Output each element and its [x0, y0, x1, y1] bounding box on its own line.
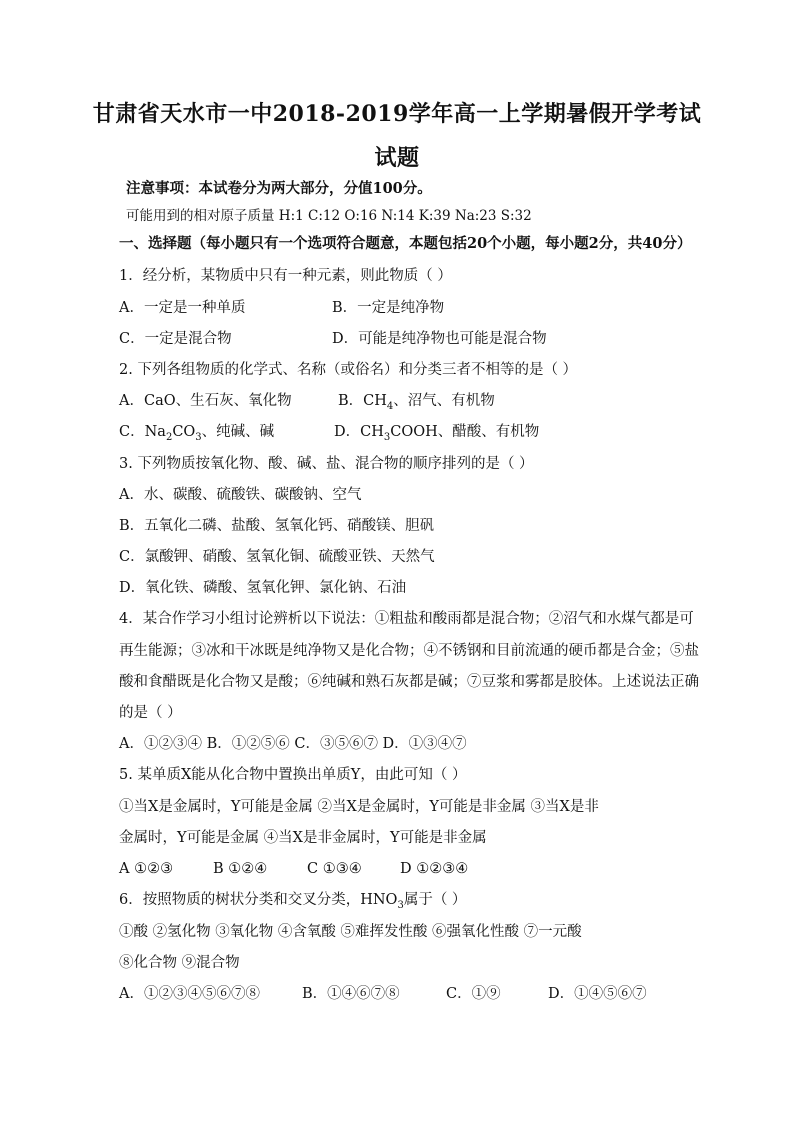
q2-option-c: C．$Na_2CO_3$、纯碱、碱 — [119, 424, 275, 443]
q2-option-d: D．$CH_3COOH$、醋酸、有机物 — [334, 424, 540, 443]
exam-title-line2: 试题 — [374, 145, 420, 171]
notice: 注意事项：本试卷分为两大部分，分值100分。 — [126, 180, 432, 197]
q5-option-b: B ①②④ — [213, 861, 268, 877]
q4-stem-line1: 4．某合作学习小组讨论辨析以下说法：①粗盐和酸雨都是混合物；②沼气和水煤气都是可 — [119, 611, 694, 627]
q6-option-b: B．①④⑥⑦⑧ — [302, 986, 400, 1002]
q6-items-line2: ⑧化合物 ⑨混合物 — [119, 955, 240, 971]
q4-stem-line2: 再生能源；③冰和干冰既是纯净物又是化合物；④不锈钢和目前流通的硬币都是合金；⑤盐 — [119, 643, 699, 659]
q1-stem: 1．经分析，某物质中只有一种元素，则此物质（ ） — [119, 268, 452, 284]
q5-option-c: C ①③④ — [307, 861, 362, 877]
q1-option-b: B．一定是纯净物 — [332, 300, 445, 316]
exam-title-line1: 甘肃省天水市一中2018-2019学年高一上学期暑假开学考试 — [92, 101, 702, 127]
section-heading: 一、选择题（每小题只有一个选项符合题意，本题包括20个小题，每小题2分，共40分） — [119, 235, 692, 252]
q1-option-d: D．可能是纯净物也可能是混合物 — [332, 331, 547, 347]
atomic-masses: 可能用到的相对原子质量 H:1 C:12 O:16 N:14 K:39 Na:23 S:32 — [126, 208, 532, 224]
q3-option-a: A．水、碳酸、硫酸铁、碳酸钠、空气 — [119, 487, 362, 503]
q4-options: A．①②③④ B．①②⑤⑥ C．③⑤⑥⑦ D．①③④⑦ — [119, 736, 467, 752]
q5-stem: 5. 某单质X能从化合物中置换出单质Y，由此可知（ ） — [119, 767, 467, 783]
q6-stem: 6．按照物质的树状分类和交叉分类，$HNO_3$属于（ ） — [119, 892, 467, 911]
q2-stem: 2. 下列各组物质的化学式、名称（或俗名）和分类三者不相等的是（ ） — [119, 362, 578, 378]
q4-stem-line4: 的是（ ） — [119, 705, 182, 721]
q2-option-b: B．$CH_4$、沼气、有机物 — [338, 393, 495, 412]
q3-option-c: C．氯酸钾、硝酸、氢氧化铜、硫酸亚铁、天然气 — [119, 549, 435, 565]
q1-option-a: A．一定是一种单质 — [119, 300, 246, 316]
q6-items-line1: ①酸 ②氢化物 ③氧化物 ④含氧酸 ⑤难挥发性酸 ⑥强氧化性酸 ⑦一元酸 — [119, 924, 582, 940]
q3-option-d: D．氧化铁、磷酸、氢氧化钾、氯化钠、石油 — [119, 580, 407, 596]
q5-option-d: D ①②③④ — [400, 861, 469, 877]
q5-statement-line1: ①当X是金属时，Y可能是金属 ②当X是金属时，Y可能是非金属 ③当X是非 — [119, 799, 599, 815]
q5-statement-line2: 金属时，Y可能是金属 ④当X是非金属时，Y可能是非金属 — [119, 830, 487, 846]
q4-stem-line3: 酸和食醋既是化合物又是酸；⑥纯碱和熟石灰都是碱；⑦豆浆和雾都是胶体。上述说法正确 — [119, 674, 699, 690]
q6-option-d: D．①④⑤⑥⑦ — [548, 986, 647, 1002]
q3-option-b: B．五氧化二磷、盐酸、氢氧化钙、硝酸镁、胆矾 — [119, 518, 435, 534]
q6-option-c: C．①⑨ — [446, 986, 501, 1002]
q5-option-a: A ①②③ — [119, 861, 174, 877]
q2-option-a: A．CaO、生石灰、氧化物 — [119, 393, 292, 409]
q3-stem: 3. 下列物质按氧化物、酸、碱、盐、混合物的顺序排列的是（ ） — [119, 456, 534, 472]
q1-option-c: C．一定是混合物 — [119, 331, 232, 347]
q6-option-a: A．①②③④⑤⑥⑦⑧ — [119, 986, 260, 1002]
